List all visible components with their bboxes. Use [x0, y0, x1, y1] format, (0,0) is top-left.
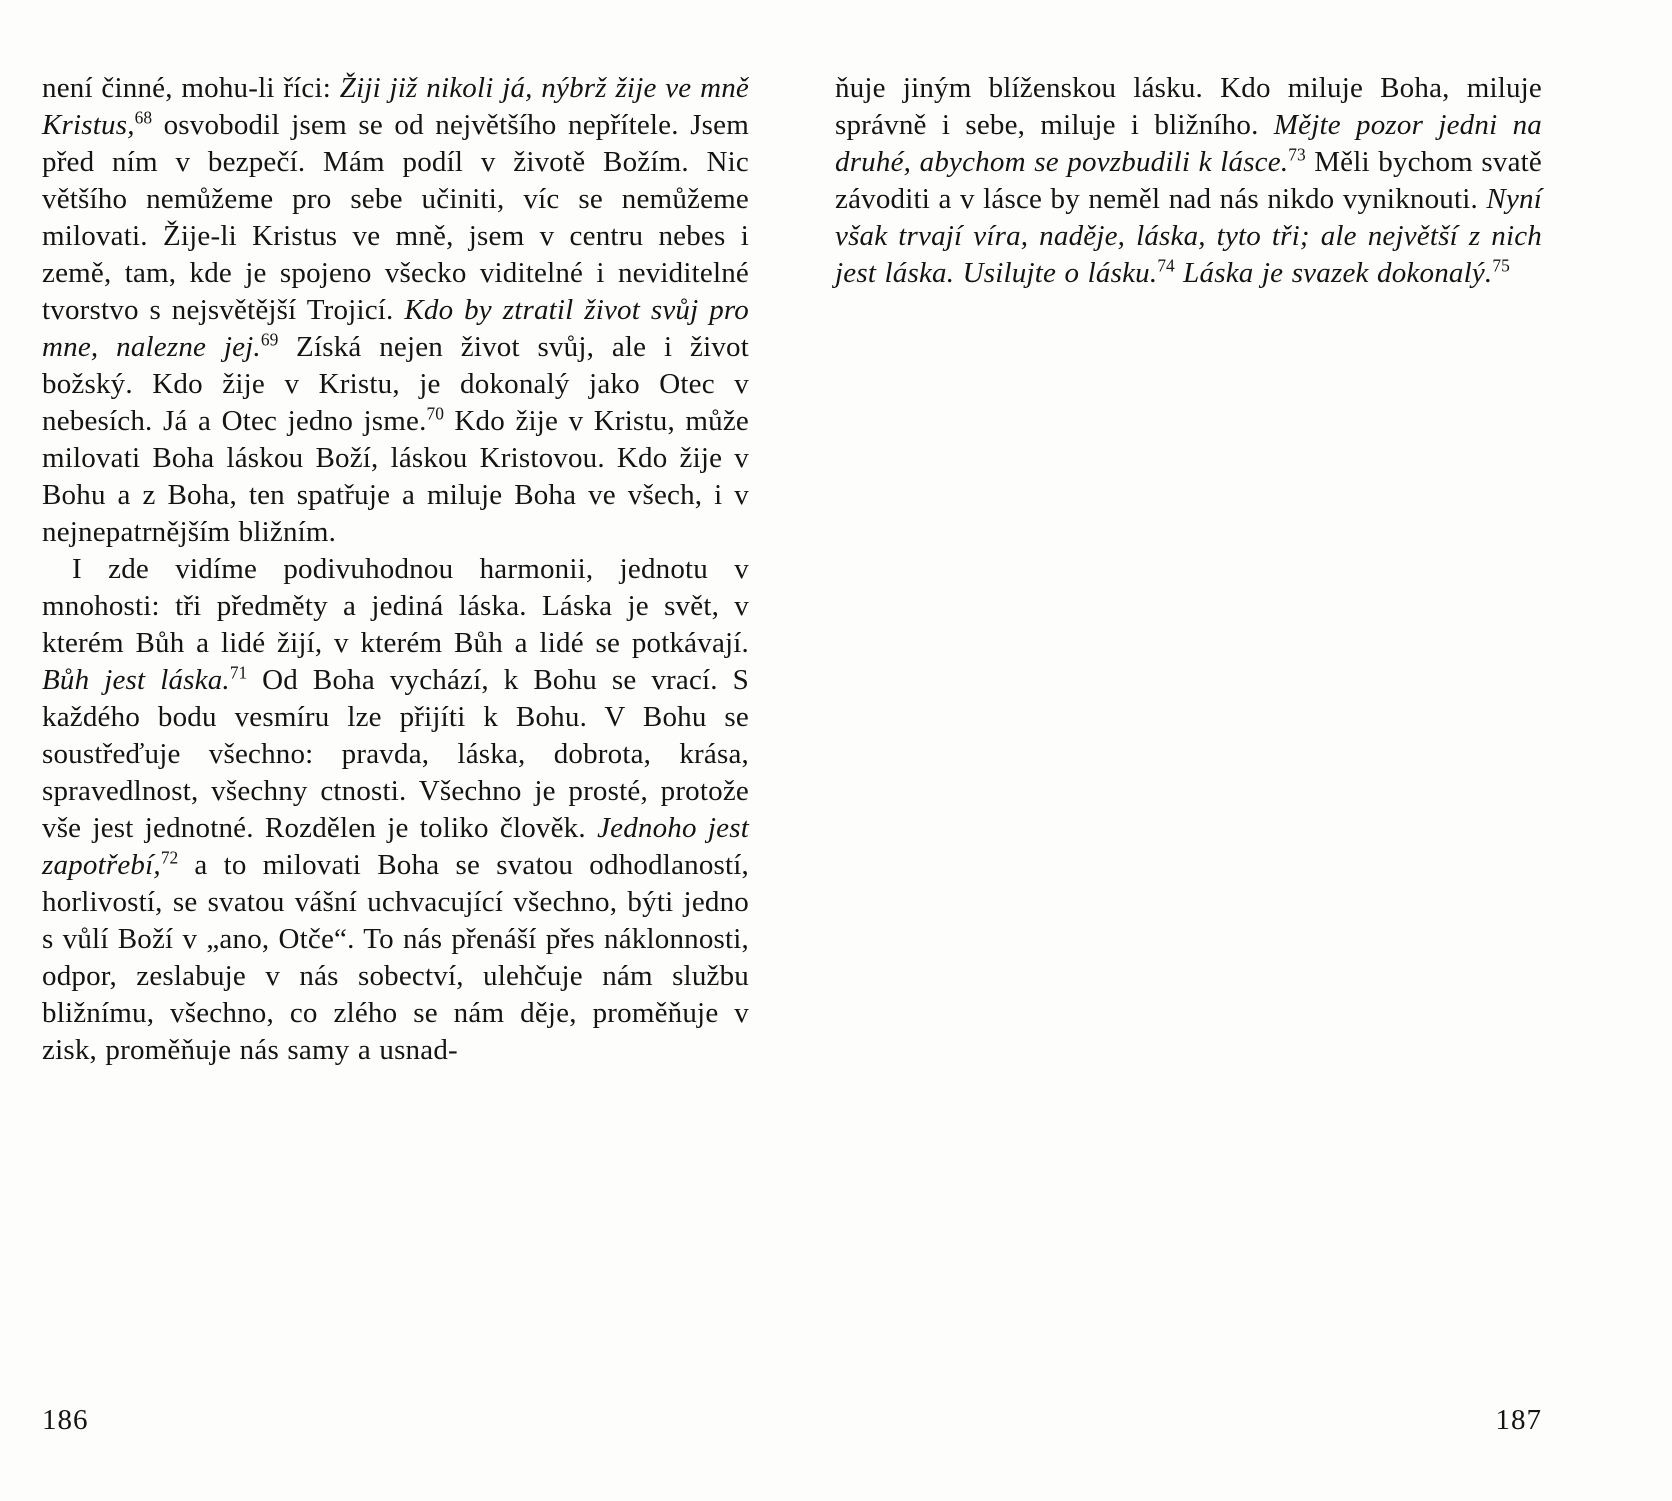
footnote-reference: 71: [229, 662, 248, 683]
page-left-text: [42, 70, 749, 1069]
text-segment: Kdo žije v Kristu, může milovati Boha láskou Boží, láskou Kristovou. Kdo žije v Bohu a z Boha, ten spatřuje a miluje Boha ve všech, i v nejnepatrnějším bližním.: [42, 405, 749, 548]
text-segment: Od Boha vychází, k Bohu se vrací. S každého bodu vesmíru lze přijíti k Bohu. V Bohu se soustřeďuje všechno: pravda, láska, dobrota, krása, spravedlnost, všechny ctnosti. Všechno je prosté, protože vše jest jednotné. Rozdělen je toliko člověk.: [42, 664, 749, 844]
page-right-text: [835, 70, 1542, 292]
text-segment: osvobodil jsem se od největšího nepřítele. Jsem před ním v bezpečí. Mám podíl v životě Božím. Nic většího nemůžeme pro sebe učiniti, víc se nemůžeme milovati. Žije-li Kristus ve mně, jsem v centru nebes i země, tam, kde je spojeno všecko viditelné i neviditelné tvorstvo s nejsvětější Trojicí.: [42, 109, 749, 326]
page-right: [835, 70, 1542, 1501]
footnote-reference: 73: [1288, 144, 1306, 165]
footnote-reference: 74: [1157, 255, 1175, 276]
text-segment: Kdo by ztratil život svůj pro mne, nalezne jej.: [42, 294, 750, 363]
text-segment: není činné, mohu-li říci:: [42, 72, 340, 104]
text-segment: Žiji již nikoli já, nýbrž žije ve mně Kristus,: [42, 72, 749, 141]
text-segment: Nyní však trvají víra, naděje, láska, tyto tři; ale největší z nich jest láska. Usilujte o lásku.: [835, 183, 1542, 289]
text-segment: Mějte pozor jedni na druhé, abychom se povzbudili k lásce.: [835, 109, 1542, 178]
text-segment: Bůh jest láska.: [42, 664, 230, 696]
paragraph: [835, 70, 1542, 292]
text-segment: Získá nejen život svůj, ale i život božský. Kdo žije v Kristu, je dokonalý jako Otec v nebesích. Já a Otec jedno jsme.: [42, 331, 749, 437]
footnote-reference: 68: [134, 107, 153, 128]
footnote-reference: 72: [160, 847, 179, 868]
footnote-reference: 69: [260, 329, 279, 350]
text-segment: Měli bychom svatě závoditi a v lásce by neměl nad nás nikdo vyniknouti.: [835, 146, 1543, 215]
text-segment: Jednoho jest zapotřebí,: [42, 812, 749, 881]
text-segment: Láska je svazek dokonalý.: [1174, 257, 1493, 289]
text-segment: I zde vidíme podivuhodnou harmonii, jednotu v mnohosti: tři předměty a jediná láska. Láska je svět, v kterém Bůh a lidé žijí, v kterém Bůh a lidé se potkávají.: [42, 553, 749, 659]
page-number-left: 186: [42, 1404, 89, 1436]
text-segment: ňuje jiným blíženskou lásku. Kdo miluje Boha, miluje správně i sebe, miluje i bližního.: [835, 72, 1542, 141]
paragraph: [42, 551, 749, 1069]
text-segment: a to milovati Boha se svatou odhodlaností, horlivostí, se svatou vášní uchvacující všechno, býti jedno s vůlí Boží v „ano, Otče“. To nás přenáší přes náklonnosti, odpor, zeslabuje v nás sobectví, ulehčuje nám službu bližnímu, všechno, co zlého se nám děje, proměňuje v zisk, proměňuje nás samy a usnad-: [42, 849, 749, 1066]
footnote-reference: 75: [1492, 255, 1510, 276]
page-number-right: 187: [1495, 1404, 1542, 1436]
paragraph: [42, 70, 749, 551]
page-left: [42, 70, 749, 1501]
footnote-reference: 70: [426, 403, 444, 424]
